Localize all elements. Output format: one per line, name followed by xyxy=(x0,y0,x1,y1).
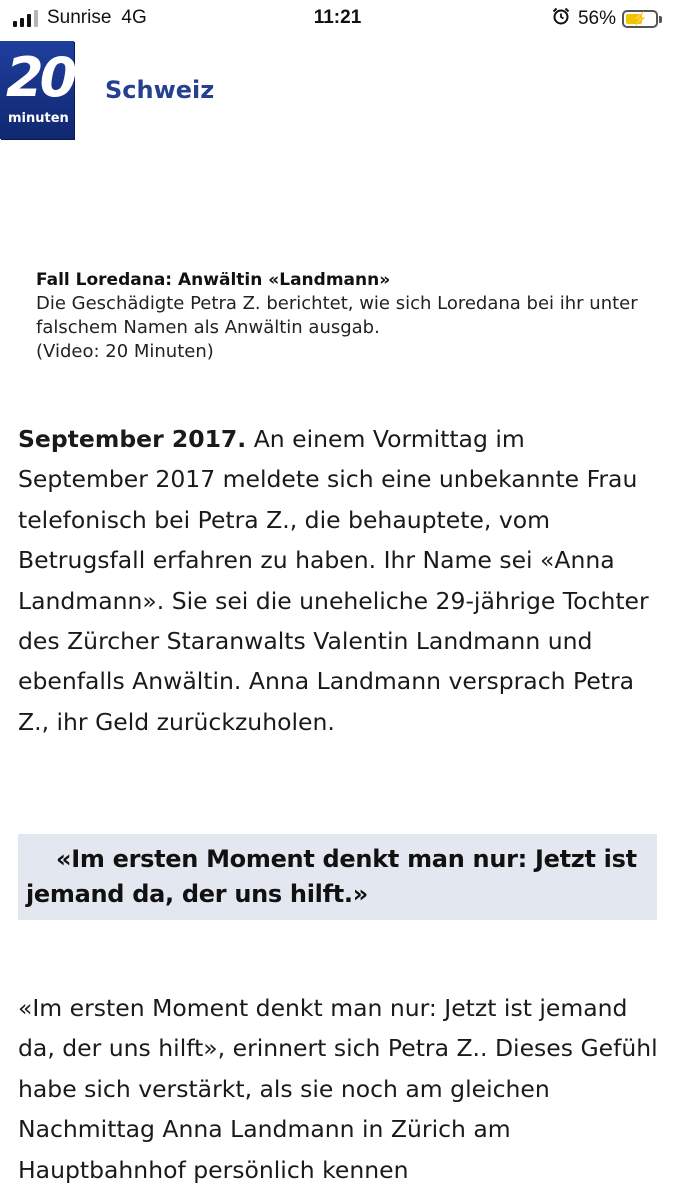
video-description: Die Geschädigte Petra Z. berichtet, wie sich Loredana bei ihr unter falschem Namen als Anwältin ausgab. xyxy=(36,293,638,338)
status-bar xyxy=(0,0,675,36)
video-title: Fall Loredana: Anwältin «Landmann» xyxy=(36,270,391,290)
carrier-name: Sunrise xyxy=(47,7,112,28)
paragraph-text: An einem Vormittag im September 2017 meldete sich eine unbekannte Frau telefonisch bei Petra Z., die behauptete, vom Betrugsfall erfahren zu haben. Ihr Name sei «Anna Landmann». Sie sei die uneheliche 29-jährige Tochter des Zürcher Staranwalts Valentin Landmann und ebenfalls Anwältin. Anna Landmann versprach Petra Z., ihr Geld zurückzuholen. xyxy=(18,425,649,736)
article-paragraph xyxy=(18,419,658,742)
battery-charging-icon: ⚡ xyxy=(622,10,658,28)
clock: 11:21 xyxy=(313,7,362,28)
site-header xyxy=(0,36,675,146)
battery-percent: 56% xyxy=(577,8,616,29)
alarm-icon xyxy=(552,7,570,31)
20-minuten-logo[interactable] xyxy=(0,41,74,139)
logo-word: minuten xyxy=(8,111,69,126)
video-credit: (Video: 20 Minuten) xyxy=(36,341,214,362)
pull-quote-text: «Im ersten Moment denkt man nur: Jetzt ist jemand da, der uns hilft.» xyxy=(26,845,637,908)
pull-quote xyxy=(18,834,657,920)
logo-number: 20 xyxy=(6,46,74,109)
video-caption xyxy=(36,268,651,364)
network-type: 4G xyxy=(121,7,147,28)
status-bar-right xyxy=(552,7,662,31)
article-paragraph: «Im ersten Moment denkt man nur: Jetzt ist jemand da, der uns hilft», erinnert sich Petra Z.. Dieses Gefühl habe sich verstärkt, als sie noch am gleichen Nachmittag Anna Landmann in Zürich am Hauptbahnhof persönlich kennen xyxy=(18,994,658,1184)
section-link-schweiz[interactable]: Schweiz xyxy=(105,76,215,104)
paragraph-lead: September 2017. xyxy=(18,425,247,453)
battery-tip xyxy=(659,16,662,23)
